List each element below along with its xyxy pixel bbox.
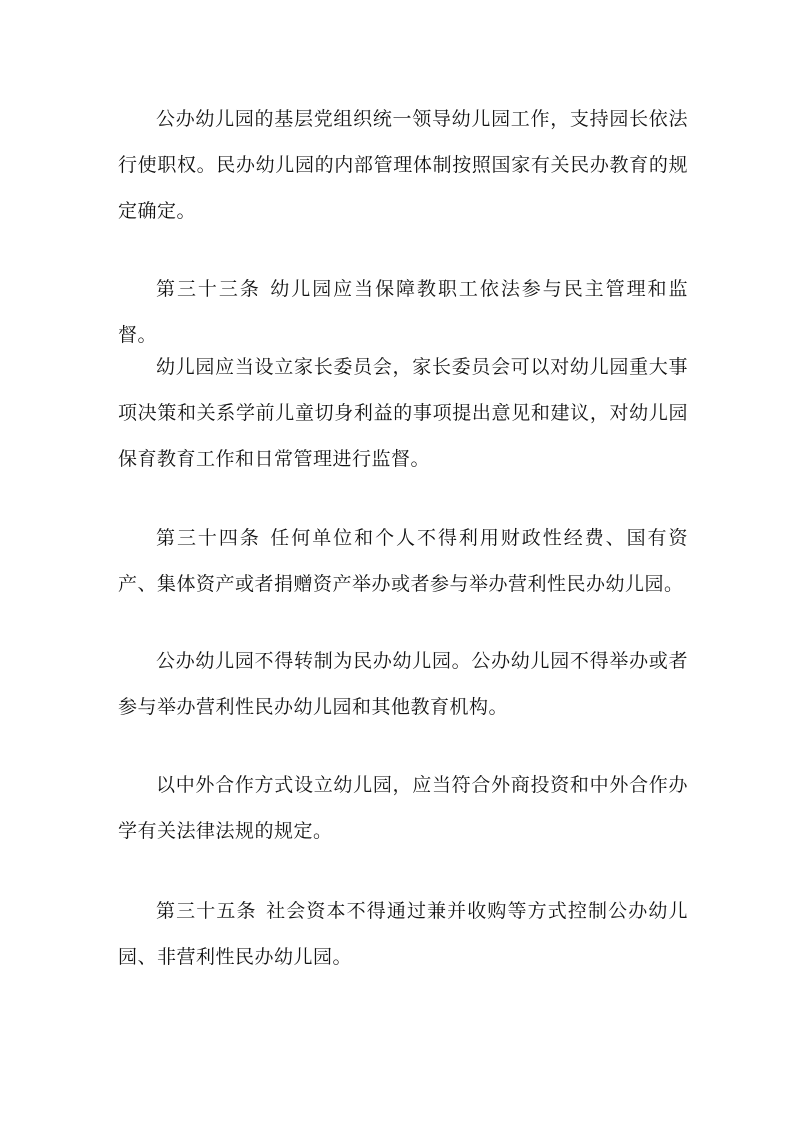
article-35 <box>118 888 688 980</box>
article-34 <box>118 515 688 607</box>
paragraph-text: 公办幼儿园不得转制为民办幼儿园。公办幼儿园不得举办或者参与举办营利性民办幼儿园和其他教育机构。 <box>118 650 688 718</box>
paragraph-sino-foreign <box>118 762 688 854</box>
article-text: 幼儿园应当保障教职工依法参与民主管理和监督。 <box>118 278 688 346</box>
paragraph-text: 幼儿园应当设立家长委员会，家长委员会可以对幼儿园重大事项决策和关系学前儿童切身利益的事项提出意见和建议，对幼儿园保育教育工作和日常管理进行监督。 <box>118 356 688 470</box>
article-number: 第三十三条 <box>156 278 261 300</box>
article-number: 第三十五条 <box>156 900 257 922</box>
paragraph-text: 以中外合作方式设立幼儿园，应当符合外商投资和中外合作办学有关法律法规的规定。 <box>118 774 688 842</box>
article-text: 任何单位和个人不得利用财政性经费、国有资产、集体资产或者捐赠资产举办或者参与举办营利性民办幼儿园。 <box>118 527 688 595</box>
paragraph-public-conversion <box>118 638 688 730</box>
paragraph-party-leadership <box>118 96 688 234</box>
article-text: 社会资本不得通过兼并收购等方式控制公办幼儿园、非营利性民办幼儿园。 <box>118 900 688 968</box>
paragraph-parent-committee <box>118 344 688 482</box>
paragraph-text: 公办幼儿园的基层党组织统一领导幼儿园工作，支持园长依法行使职权。民办幼儿园的内部管理体制按照国家有关民办教育的规定确定。 <box>118 108 688 222</box>
article-number: 第三十四条 <box>156 527 261 549</box>
